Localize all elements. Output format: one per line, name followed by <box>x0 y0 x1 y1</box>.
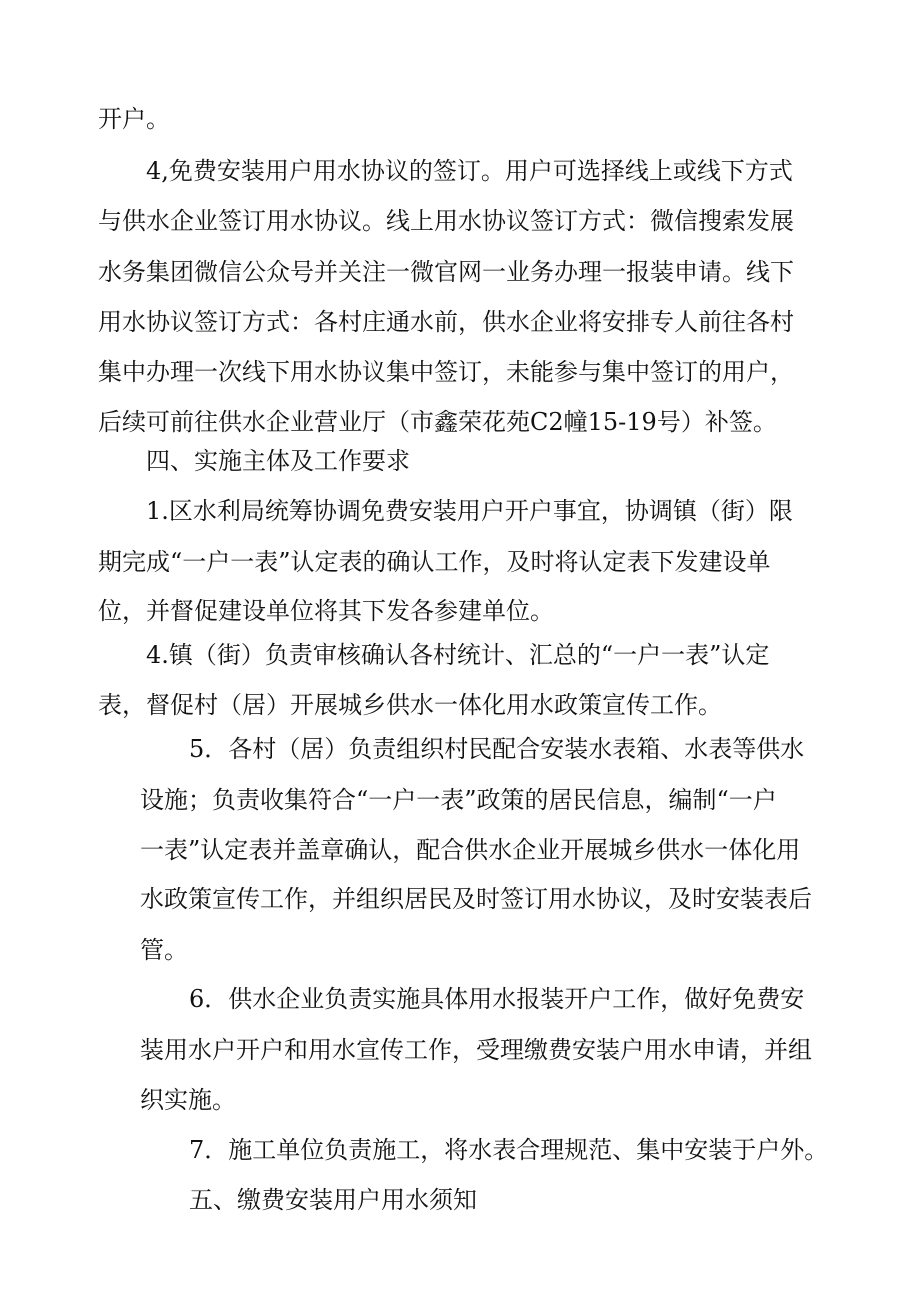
paragraph-line: 位，并督促建设单位将其下发各参建单位。 <box>98 597 554 625</box>
paragraph-line: 装用水户开户和用水宣传工作，受理缴费安装户用水申请，并组 <box>140 1036 812 1064</box>
paragraph-line: 水政策宣传工作，并组织居民及时签订用水协议，及时安装表后 <box>140 885 812 913</box>
paragraph-line: 5．各村（居）负责组织村民配合安装水表箱、水表等供水 <box>189 735 805 763</box>
paragraph-line: 开户。 <box>98 105 170 133</box>
paragraph-line: 1.区水利局统筹协调免费安装用户开户事宜，协调镇（街）限 <box>146 497 793 525</box>
section-heading: 五、缴费安装用户用水须知 <box>189 1186 477 1214</box>
paragraph-line: 4.镇（街）负责审核确认各村统计、汇总的“一户一表”认定 <box>146 641 770 669</box>
paragraph-line: 设施；负责收集符合“一户一表”政策的居民信息，编制“一户 <box>140 786 777 814</box>
paragraph-line: 7．施工单位负责施工，将水表合理规范、集中安装于户外。 <box>189 1136 829 1164</box>
section-heading: 四、实施主体及工作要求 <box>146 447 410 475</box>
paragraph-line: 期完成“一户一表”认定表的确认工作，及时将认定表下发建设单 <box>98 548 771 576</box>
paragraph-line: 织实施。 <box>140 1086 236 1114</box>
paragraph-line: 后续可前往供水企业营业厅（市鑫荣花苑C2幢15-19号）补签。 <box>98 408 777 436</box>
paragraph-line: 水务集团微信公众号并关注一微官网一业务办理一报装申请。线下 <box>98 258 794 286</box>
paragraph-line: 与供水企业签订用水协议。线上用水协议签订方式：微信搜索发展 <box>98 207 794 235</box>
paragraph-line: 用水协议签订方式：各村庄通水前，供水企业将安排专人前往各村 <box>98 308 794 336</box>
paragraph-line: 一表”认定表并盖章确认，配合供水企业开展城乡供水一体化用 <box>140 836 801 864</box>
paragraph-line: 表，督促村（居）开展城乡供水一体化用水政策宣传工作。 <box>98 691 722 719</box>
paragraph-line: 4,免费安装用户用水协议的签订。用户可选择线上或线下方式 <box>146 157 793 185</box>
paragraph-line: 管。 <box>140 936 188 964</box>
paragraph-line: 6．供水企业负责实施具体用水报装开户工作，做好免费安 <box>189 985 805 1013</box>
paragraph-line: 集中办理一次线下用水协议集中签订，未能参与集中签订的用户， <box>98 358 794 386</box>
